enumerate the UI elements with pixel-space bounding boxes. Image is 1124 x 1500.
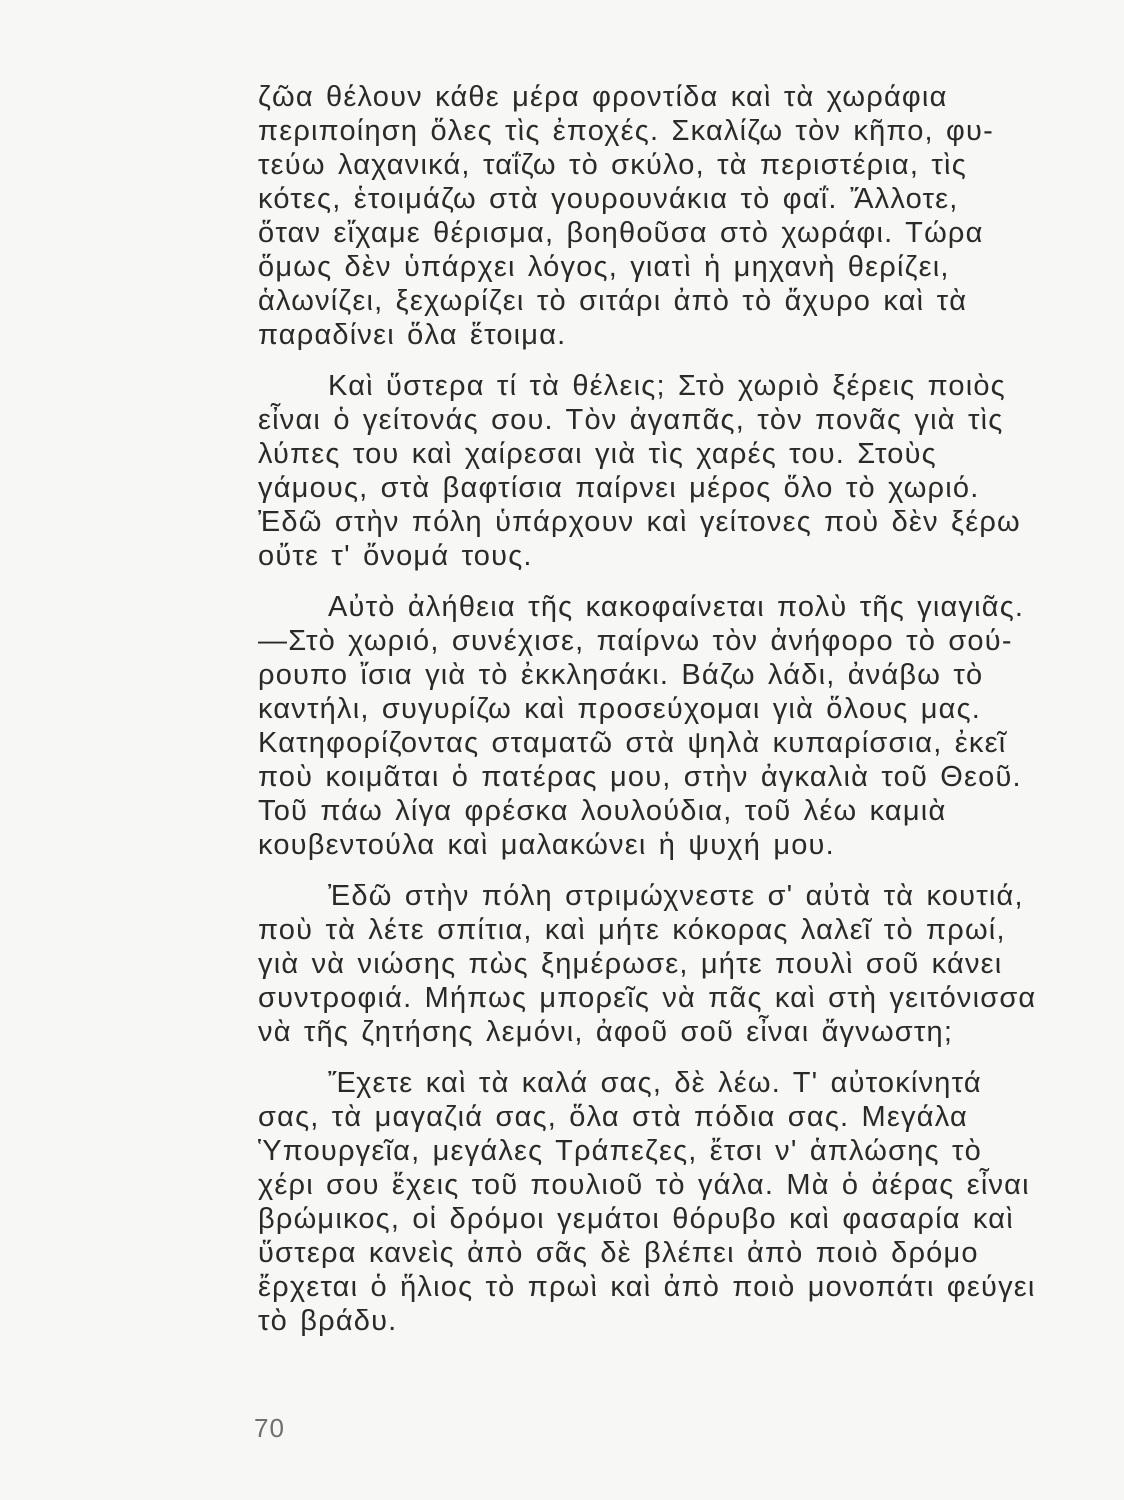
text-line: περιποίηση ὅλες τὶς ἐποχές. Σκαλίζω τὸν κῆπο, φυ- [258, 115, 994, 147]
text-line: παραδίνει ὅλα ἕτοιμα. [258, 319, 567, 351]
text-line: κότες, ἑτοιμάζω στὰ γουρουνάκια τὸ φαΐ. Ἄλλοτε, [258, 183, 959, 215]
text-line: χέρι σου ἔχεις τοῦ πουλιοῦ τὸ γάλα. Μὰ ὁ ἀέρας εἶναι [258, 1169, 1030, 1201]
text-line: Κατηφορίζοντας σταματῶ στὰ ψηλὰ κυπαρίσσια, ἐκεῖ [258, 727, 1007, 759]
body-text [258, 80, 1118, 1338]
text-line: τὸ βράδυ. [258, 1305, 398, 1337]
paragraph [258, 369, 1118, 573]
text-line: Ἐδῶ στὴν πόλη στριμώχνεστε σ' αὐτὰ τὰ κουτιά, [328, 880, 1024, 912]
text-line: ὕστερα κανεὶς ἀπὸ σᾶς δὲ βλέπει ἀπὸ ποιὸ δρόμο [258, 1237, 979, 1269]
text-line: Ἐδῶ στὴν πόλη ὑπάρχουν καὶ γείτονες ποὺ δὲν ξέρω [258, 506, 1021, 538]
text-line: βρώμικος, οἱ δρόμοι γεμάτοι θόρυβο καὶ φασαρία καὶ [258, 1203, 1014, 1235]
text-line: εἶναι ὁ γείτονάς σου. Τὸν ἀγαπᾶς, τὸν πονᾶς γιὰ τὶς [258, 404, 1004, 436]
text-line: νὰ τῆς ζητήσης λεμόνι, ἀφοῦ σοῦ εἶναι ἄγνωστη; [258, 1016, 954, 1048]
text-line: λύπες του καὶ χαίρεσαι γιὰ τὶς χαρές του. Στοὺς [258, 438, 937, 470]
paragraph-gap [258, 573, 1118, 590]
paragraph [258, 1066, 1118, 1338]
text-line: ὅταν εἴχαμε θέρισμα, βοηθοῦσα στὸ χωράφι. Τώρα [258, 217, 984, 249]
text-line: ἔρχεται ὁ ἥλιος τὸ πρωὶ καὶ ἀπὸ ποιὸ μονοπάτι φεύγει [258, 1271, 1036, 1303]
paragraph [258, 879, 1118, 1049]
text-line: ποὺ τὰ λέτε σπίτια, καὶ μήτε κόκορας λαλεῖ τὸ πρωί, [258, 914, 1006, 946]
paragraph [258, 590, 1118, 862]
text-line: Ὑπουργεῖα, μεγάλες Τράπεζες, ἔτσι ν' ἁπλώσης τὸ [258, 1135, 982, 1167]
text-line: Καὶ ὕστερα τί τὰ θέλεις; Στὸ χωριὸ ξέρεις ποιὸς [328, 370, 1006, 402]
text-line: τεύω λαχανικά, ταΐζω τὸ σκύλο, τὰ περιστέρια, τὶς [258, 149, 967, 181]
text-line: Τοῦ πάω λίγα φρέσκα λουλούδια, τοῦ λέω καμιὰ [258, 795, 947, 827]
paragraph-gap [258, 862, 1118, 879]
text-line: —Στὸ χωριό, συνέχισε, παίρνω τὸν ἀνήφορο τὸ σού- [258, 625, 1013, 657]
text-line: ζῶα θέλουν κάθε μέρα φροντίδα καὶ τὰ χωράφια [258, 81, 948, 113]
text-line: Αὐτὸ ἀλήθεια τῆς κακοφαίνεται πολὺ τῆς γιαγιᾶς. [328, 591, 1025, 623]
text-line: γιὰ νὰ νιώσης πὼς ξημέρωσε, μήτε πουλὶ σοῦ κάνει [258, 948, 1003, 980]
paragraph-gap [258, 352, 1118, 369]
text-line: οὔτε τ' ὄνομά τους. [258, 540, 533, 572]
text-line: ὅμως δὲν ὑπάρχει λόγος, γιατὶ ἡ μηχανὴ θερίζει, [258, 251, 950, 283]
text-line: καντήλι, συγυρίζω καὶ προσεύχομαι γιὰ ὅλους μας. [258, 693, 982, 725]
page-number: 70 [254, 1413, 285, 1443]
text-line: συντροφιά. Μήπως μπορεῖς νὰ πᾶς καὶ στὴ γειτόνισσα [258, 982, 1037, 1014]
text-line: ποὺ κοιμᾶται ὁ πατέρας μου, στὴν ἀγκαλιὰ τοῦ Θεοῦ. [258, 761, 1022, 793]
text-line: Ἔχετε καὶ τὰ καλά σας, δὲ λέω. Τ' αὐτοκίνητά [328, 1067, 982, 1099]
text-line: σας, τὰ μαγαζιά σας, ὅλα στὰ πόδια σας. Μεγάλα [258, 1101, 968, 1133]
text-line: ἁλωνίζει, ξεχωρίζει τὸ σιτάρι ἀπὸ τὸ ἄχυρο καὶ τὰ [258, 285, 968, 317]
text-line: ρουπο ἴσια γιὰ τὸ ἐκκλησάκι. Βάζω λάδι, ἀνάβω τὸ [258, 659, 984, 691]
paragraph [258, 80, 1118, 352]
text-line: κουβεντούλα καὶ μαλακώνει ἡ ψυχή μου. [258, 829, 835, 861]
text-line: γάμους, στὰ βαφτίσια παίρνει μέρος ὅλο τὸ χωριό. [258, 472, 980, 504]
paragraph-gap [258, 1049, 1118, 1066]
